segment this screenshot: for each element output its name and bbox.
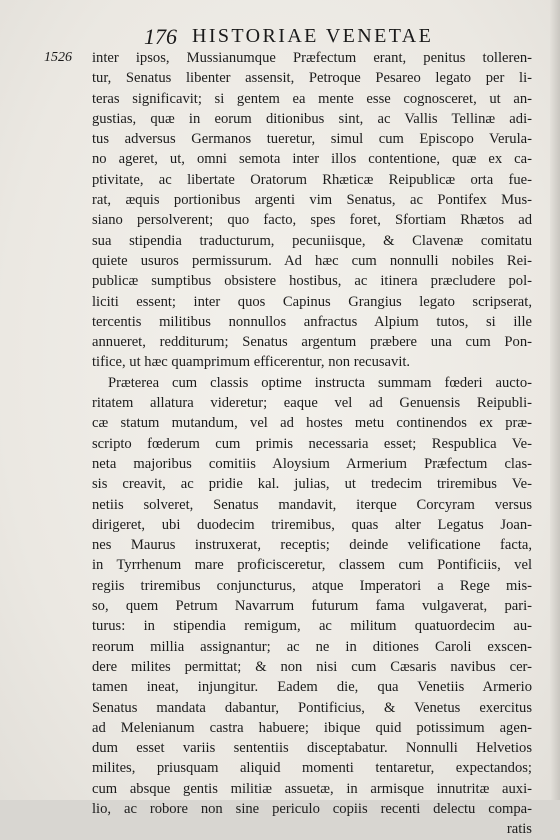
text-line: siano persolverent; quo facto, spes foret, Sfortiam Rhætos ad bbox=[92, 212, 532, 229]
text-line: cum absque gentis militiæ assuetæ, in armisque innutritæ auxi- bbox=[92, 780, 532, 797]
text-line: lio, ac robore non sine periculo copiis recenti delectu compa- bbox=[92, 800, 532, 817]
page-edge-shadow bbox=[550, 0, 560, 800]
page-header bbox=[108, 24, 508, 48]
paragraph-start-line: Præterea cum classis optime instructa summam fœderi aucto- bbox=[108, 374, 532, 391]
text-line: Senatus mandata dabantur, Pontificius, & Venetus exercitus bbox=[92, 699, 532, 716]
paragraph-end-line: tifice, ut hæc quamprimum efficerentur, non recusavit. bbox=[92, 354, 411, 371]
text-line: tus adversus Germanos tueretur, simul cum Episcopo Verula- bbox=[92, 131, 532, 148]
running-title: HISTORIAE VENETAE bbox=[192, 25, 434, 47]
text-line: regiis triremibus conjuncturus, atque Imperatori a Rege mis- bbox=[92, 577, 532, 594]
text-line: so, quem Petrum Navarrum futurum fama vulgaverat, pari- bbox=[92, 598, 532, 615]
text-line: reorum millia assignantur; ac ne in ditiones Caroli exscen- bbox=[92, 638, 532, 655]
text-line: ad Melenianum castra habuere; ibique quid potissimum agen- bbox=[92, 719, 532, 736]
text-line: milites, priusquam aliquid momenti tentaretur, expectandos; bbox=[92, 760, 532, 777]
text-line: dere milites permittat; & non nisi cum Cæsaris navibus cer- bbox=[92, 658, 532, 675]
text-line: inter ipsos, Mussianumque Præfectum erant, penitus tolleren- bbox=[92, 50, 532, 66]
text-line: teras significavit; si gentem ea mente esse cognosceret, ut an- bbox=[92, 90, 532, 107]
text-line: in Tyrrhenum mare proficisceretur, classem cum Pontificiis, vel bbox=[92, 557, 532, 574]
text-line: nes Maurus instruxerat, receptis; deinde velificatione facta, bbox=[92, 537, 532, 554]
text-line: ritatem allatura videretur; eaque vel ad Genuensis Reipubli- bbox=[92, 395, 532, 412]
body-text bbox=[92, 48, 532, 840]
text-line: ptivitate, ac libertate Oratorum Rhæticæ Reipublicæ orta fue- bbox=[92, 171, 532, 188]
text-line: liciti essent; inter quos Capinus Grangius legato scripserat, bbox=[92, 293, 532, 310]
page-number: 176 bbox=[144, 24, 177, 49]
text-line: publicæ sumptibus obsistere hostibus, ac itinera præcludere pol- bbox=[92, 273, 532, 290]
text-line: tamen ineat, injungitur. Eadem die, qua Venetiis Armerio bbox=[92, 679, 532, 696]
catchword: ratis bbox=[506, 821, 532, 838]
text-line: netiis solveret, Senatus mandavit, iterque Corcyram versus bbox=[92, 496, 532, 513]
text-line: tur, Senatus libenter assensit, Petroque Pesareo legato per li- bbox=[92, 70, 532, 87]
text-line: sua stipendia traducturum, pecuniisque, & Clavenæ comitatu bbox=[92, 232, 532, 249]
text-line: no ageret, ut, omni semota inter illos contentione, quæ ex ca- bbox=[92, 151, 532, 168]
text-line: rat, æquis portionibus argenti vim Senatus, ac Pontifex Mus- bbox=[92, 192, 532, 209]
text-line: neta majoribus comitiis Aloysium Armerium Præfectum clas- bbox=[92, 455, 532, 472]
text-line: scripto fœderum cum primis necessaria esset; Respublica Ve- bbox=[92, 435, 532, 452]
text-line: sis creavit, ac pridie kal. julias, ut tredecim triremibus Ve- bbox=[92, 476, 532, 493]
text-line: gustias, quæ in eorum ditionibus sint, ac Vallis Tellinæ adi- bbox=[92, 110, 532, 127]
text-line: turus: in stipendia remigum, ac militum quatuordecim au- bbox=[92, 618, 532, 635]
text-line: dum esset variis sententiis disceptabatur. Nonnulli Helvetios bbox=[92, 740, 532, 757]
text-line: quiete usuros permissurum. Ad hæc cum nonnulli nobiles Rei- bbox=[92, 252, 532, 269]
text-line: tercentis militibus nonnullos anfractus Alpium tutos, si ille bbox=[92, 313, 532, 330]
text-line: dirigeret, ubi duodecim triremibus, quas alter Legatus Joan- bbox=[92, 516, 532, 533]
text-line: annueret, redditurum; Senatus argentum præbere una cum Pon- bbox=[92, 334, 532, 351]
margin-year: 1526 bbox=[44, 50, 72, 65]
text-line: cæ statum mutandum, vel ad hostes metu continendos ex præ- bbox=[92, 415, 532, 432]
